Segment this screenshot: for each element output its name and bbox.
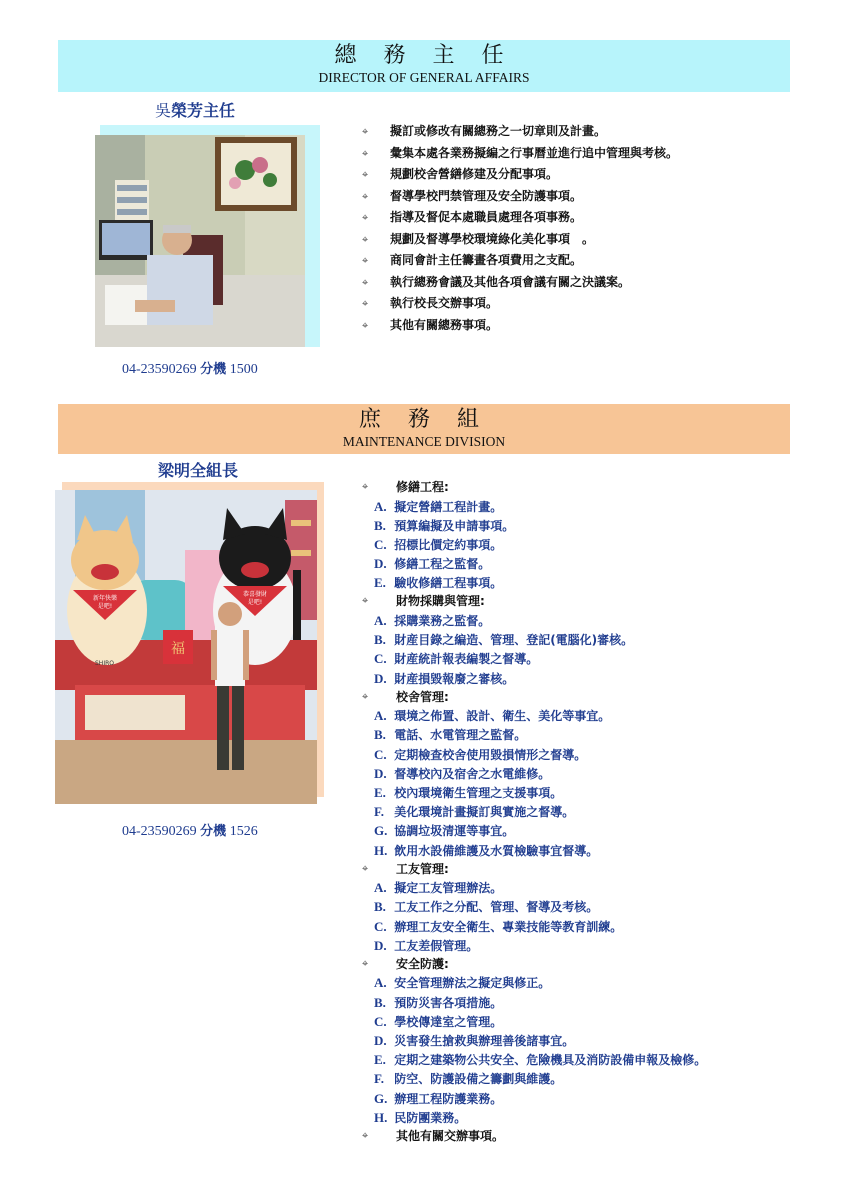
list-item: ⌖ 指導及督促本處職員處理各項事務。 xyxy=(362,207,782,229)
list-item: B. 工友工作之分配、管理、督導及考核。 xyxy=(374,899,599,915)
list-item: D. 災害發生搶救與辦理善後諸事宜。 xyxy=(374,1033,575,1048)
cross-bullet-icon: ⌖ xyxy=(362,956,369,970)
list-item: H. 飲用水設備維護及水質檢驗事宜督導。 xyxy=(374,842,599,858)
list-item: ⌖ 商同會計主任籌畫各項費用之支配。 xyxy=(362,250,782,272)
list-item: E. 定期之建築物公共安全、危險機具及消防設備申報及檢修。 xyxy=(374,1052,707,1068)
director-name-rest: 榮芳主任 xyxy=(171,101,236,120)
category-heading: ⌖ 校舍管理: xyxy=(362,688,802,707)
cross-bullet-icon: ⌖ xyxy=(362,1128,369,1142)
photo-shiro-label: SHIRO xyxy=(95,660,114,667)
director-phone-ext-label: 分機 xyxy=(200,362,227,377)
list-item: B. 預防災害各項措施。 xyxy=(374,994,503,1010)
list-item: C. 定期檢查校舍使用毀損情形之督導。 xyxy=(374,746,587,762)
cross-bullet-icon: ⌖ xyxy=(362,318,369,332)
director-photo-image xyxy=(95,135,305,347)
cross-bullet-icon: ⌖ xyxy=(362,232,369,246)
director-phone-ext: 1500 xyxy=(229,362,258,377)
list-item: D. 財産損毀報廢之審核。 xyxy=(374,670,515,686)
list-item: G. 協調垃圾清運等事宜。 xyxy=(374,823,515,839)
director-phone-number: 04-23590269 xyxy=(122,362,197,377)
director-photo xyxy=(95,135,305,347)
director-name-prefix: 吳 xyxy=(155,101,172,120)
photo-sign-right: 恭喜發財 xyxy=(242,591,268,598)
list-item: A. 環境之佈置、設計、衛生、美化等事宜。 xyxy=(374,708,611,724)
list-item: A. 擬定營繕工程計畫。 xyxy=(374,498,503,514)
list-item: ⌖ 擬訂或修改有關總務之一切章則及計畫。 xyxy=(362,121,782,143)
cross-bullet-icon: ⌖ xyxy=(362,297,369,310)
maintenance-phone-ext: 1526 xyxy=(229,824,258,839)
cross-bullet-icon: ⌖ xyxy=(362,125,369,138)
director-title: 總 務 主 任 xyxy=(334,43,514,68)
list-item: ⌖ 其他有關總務事項。 xyxy=(362,315,782,337)
list-item: G. 辦理工程防護業務。 xyxy=(374,1090,503,1106)
list-item: D. 督導校內及宿舍之水電維修。 xyxy=(374,765,551,781)
maintenance-phone xyxy=(122,820,258,840)
list-item: ⌖ 執行校長交辦事項。 xyxy=(362,293,782,315)
cross-bullet-icon: ⌖ xyxy=(362,211,369,224)
category-heading: ⌖ 工友管理: xyxy=(362,860,802,879)
maintenance-duties-list xyxy=(362,478,802,1145)
list-item: B. 財産目錄之編造、管理、登記(電腦化)審核。 xyxy=(374,632,634,648)
maintenance-phone-number: 04-23590269 xyxy=(122,824,197,839)
list-item: F. 防空、防護設備之籌劃與維護。 xyxy=(374,1071,563,1087)
maintenance-photo xyxy=(55,490,317,804)
list-item: D. 修繕工程之監督。 xyxy=(374,556,491,572)
list-item: A. 安全管理辦法之擬定與修正。 xyxy=(374,975,551,991)
maintenance-subtitle: MAINTENANCE DIVISION xyxy=(342,434,506,449)
category-heading: ⌖ 其他有關交辦事項。 xyxy=(362,1127,802,1146)
list-item: B. 電話、水電管理之監督。 xyxy=(374,727,527,743)
list-item: A. 採購業務之監督。 xyxy=(374,612,491,628)
list-item: ⌖ 彙集本處各業務擬編之行事曆並進行追中管理與考核。 xyxy=(362,143,782,165)
cross-bullet-icon: ⌖ xyxy=(362,861,369,875)
maintenance-title: 庶 務 組 xyxy=(359,407,489,432)
cross-bullet-icon: ⌖ xyxy=(362,168,369,181)
category-heading: ⌖ 安全防護: xyxy=(362,955,802,974)
photo-sign-right-2: 是吧! xyxy=(247,599,263,606)
photo-sign-left: 新年快樂 xyxy=(92,595,118,602)
maintenance-name: 梁明全組長 xyxy=(158,461,239,480)
list-item: ⌖ 規劃校舍營繕修建及分配事項。 xyxy=(362,164,782,186)
list-item: F. 美化環境計畫擬訂與實施之督導。 xyxy=(374,804,575,820)
list-item: ⌖ 督導學校門禁管理及安全防護事項。 xyxy=(362,186,782,208)
category-heading: ⌖ 修繕工程: xyxy=(362,478,802,497)
cross-bullet-icon: ⌖ xyxy=(362,189,369,203)
cross-bullet-icon: ⌖ xyxy=(362,689,369,703)
list-item: B. 預算編擬及申請事項。 xyxy=(374,517,515,533)
list-item: C. 招標比價定約事項。 xyxy=(374,536,503,552)
list-item: A. 擬定工友管理辦法。 xyxy=(374,880,503,896)
list-item: C. 辦理工友安全衛生、專業技能等教育訓練。 xyxy=(374,918,623,934)
category-heading: ⌖ 財物採購與管理: xyxy=(362,592,802,611)
director-duties-list xyxy=(362,121,782,336)
cross-bullet-icon: ⌖ xyxy=(362,146,369,160)
list-item: ⌖ 執行總務會議及其他各項會議有關之決議案。 xyxy=(362,272,782,294)
director-subtitle: DIRECTOR OF GENERAL AFFAIRS xyxy=(318,70,530,85)
cross-bullet-icon: ⌖ xyxy=(362,254,369,267)
list-item: H. 民防團業務。 xyxy=(374,1109,467,1125)
cross-bullet-icon: ⌖ xyxy=(362,594,369,608)
maintenance-header xyxy=(58,404,790,454)
cross-bullet-icon: ⌖ xyxy=(362,480,369,493)
list-item: E. 驗收修繕工程事項。 xyxy=(374,575,503,591)
list-item: C. 財産統計報表編製之督導。 xyxy=(374,651,539,667)
list-item: ⌖ 規劃及督導學校環境綠化美化事項 。 xyxy=(362,229,782,251)
list-item: C. 學校傳達室之管理。 xyxy=(374,1013,503,1029)
director-phone xyxy=(122,358,258,378)
photo-sign-left-2: 是吧! xyxy=(97,603,113,610)
director-name xyxy=(155,98,235,121)
maintenance-phone-ext-label: 分機 xyxy=(200,824,227,839)
cross-bullet-icon: ⌖ xyxy=(362,275,369,289)
list-item: E. 校內環境衛生管理之支援事項。 xyxy=(374,784,563,800)
photo-fu-char: 福 xyxy=(171,641,185,657)
director-header xyxy=(58,40,790,92)
maintenance-photo-image xyxy=(55,490,317,804)
list-item: D. 工友差假管理。 xyxy=(374,937,479,953)
